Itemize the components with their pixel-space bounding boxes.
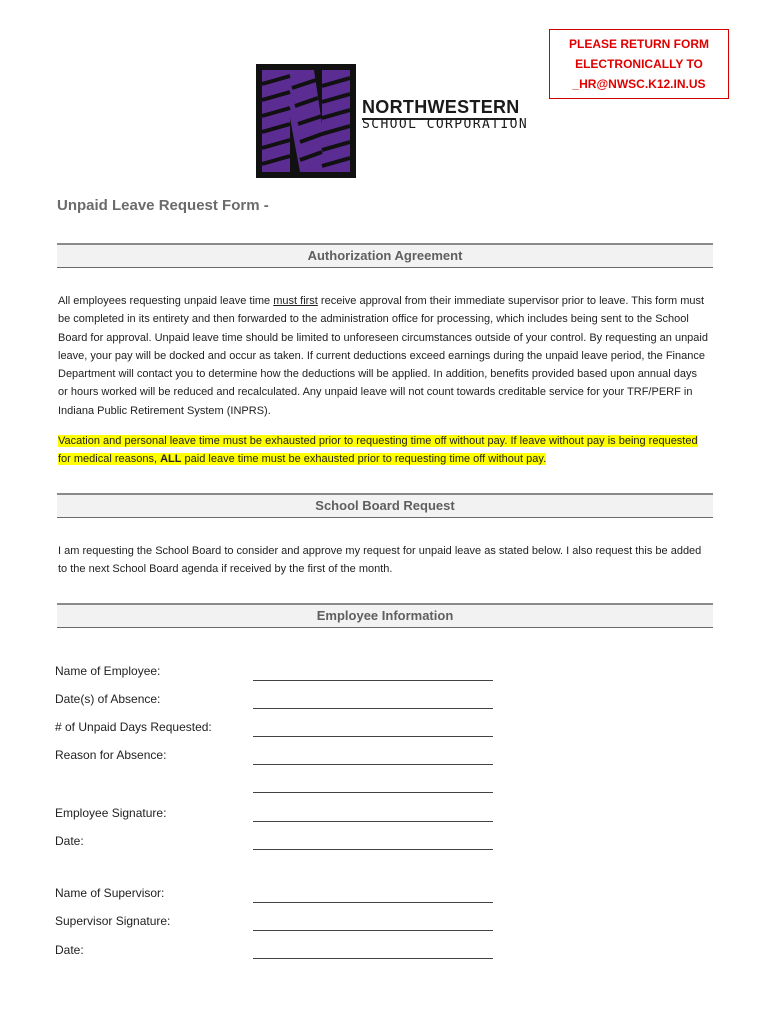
absence-dates-label: Date(s) of Absence: bbox=[55, 692, 161, 706]
return-instructions-box bbox=[549, 29, 729, 99]
logo-name: NORTHWESTERN bbox=[362, 97, 520, 117]
absence-dates-field[interactable] bbox=[253, 708, 493, 709]
supervisor-date-field[interactable] bbox=[253, 958, 493, 959]
supervisor-name-field[interactable] bbox=[253, 902, 493, 903]
supervisor-name-label: Name of Supervisor: bbox=[55, 886, 165, 900]
supervisor-date-label: Date: bbox=[55, 943, 84, 957]
employee-date-label: Date: bbox=[55, 834, 84, 848]
must-first-underlined: must first bbox=[273, 295, 318, 307]
employee-info-heading: Employee Information bbox=[57, 603, 713, 628]
unpaid-days-label: # of Unpaid Days Requested: bbox=[55, 720, 212, 734]
employee-name-label: Name of Employee: bbox=[55, 664, 161, 678]
all-bold: ALL bbox=[160, 453, 182, 466]
absence-reason-label: Reason for Absence: bbox=[55, 748, 167, 762]
employee-signature-field[interactable] bbox=[253, 821, 493, 822]
leave-exhaustion-paragraph bbox=[58, 432, 708, 469]
employee-date-field[interactable] bbox=[253, 849, 493, 850]
employee-name-field[interactable] bbox=[253, 680, 493, 681]
authorization-heading: Authorization Agreement bbox=[57, 243, 713, 268]
exhaustion-text-rest: paid leave time must be exhausted prior to requesting time off without pay. bbox=[181, 453, 547, 466]
absence-reason-field-line-1[interactable] bbox=[253, 764, 493, 765]
school-board-paragraph: I am requesting the School Board to consider and approve my request for unpaid leave as stated below. I also request this be added to the next School Board agenda if received by the first of the month. bbox=[58, 545, 702, 576]
northwestern-n-logo-icon bbox=[256, 64, 356, 178]
authorization-text-start: All employees requesting unpaid leave time bbox=[58, 295, 274, 307]
absence-reason-field-line-2[interactable] bbox=[253, 792, 493, 793]
employee-signature-label: Employee Signature: bbox=[55, 806, 167, 820]
authorization-text-rest: receive approval from their immediate supervisor prior to leave. This form must be completed in its entirety and then forwarded to the administration office for processing, which includes being sent to the School Board for approval. Unpaid leave time should be limited to unforeseen circumstances outside of your control. By requesting an unpaid leave, your pay will be docked and occur as taken. If current deductions exceed earnings during the unpaid leave period, the Finance Department will contact you to determine how the deductions will be applied. In addition, benefits provided based upon annual days or hours worked will be reduced and recalculated. Any unpaid leave will not count towards creditable service for your TRF/PERF in Indiana Public Retirement System (INPRS). bbox=[58, 295, 708, 417]
return-line-2: ELECTRONICALLY TO bbox=[575, 57, 703, 71]
unpaid-days-field[interactable] bbox=[253, 736, 493, 737]
school-board-heading: School Board Request bbox=[57, 493, 713, 518]
return-line-1: PLEASE RETURN FORM bbox=[568, 37, 709, 51]
logo-subtitle: SCHOOL CORPORATION bbox=[362, 117, 529, 132]
supervisor-signature-label: Supervisor Signature: bbox=[55, 914, 171, 928]
form-title: Unpaid Leave Request Form - bbox=[57, 197, 269, 214]
exhaustion-text-start: Vacation and personal leave time must be exhausted prior to requesting time off without pay. If leave without pay is being requested for medical reasons, bbox=[58, 435, 698, 466]
school-logo bbox=[256, 64, 529, 178]
authorization-paragraph bbox=[58, 292, 708, 420]
supervisor-signature-field[interactable] bbox=[253, 930, 493, 931]
return-email: _HR@NWSC.K12.IN.US bbox=[572, 77, 706, 91]
